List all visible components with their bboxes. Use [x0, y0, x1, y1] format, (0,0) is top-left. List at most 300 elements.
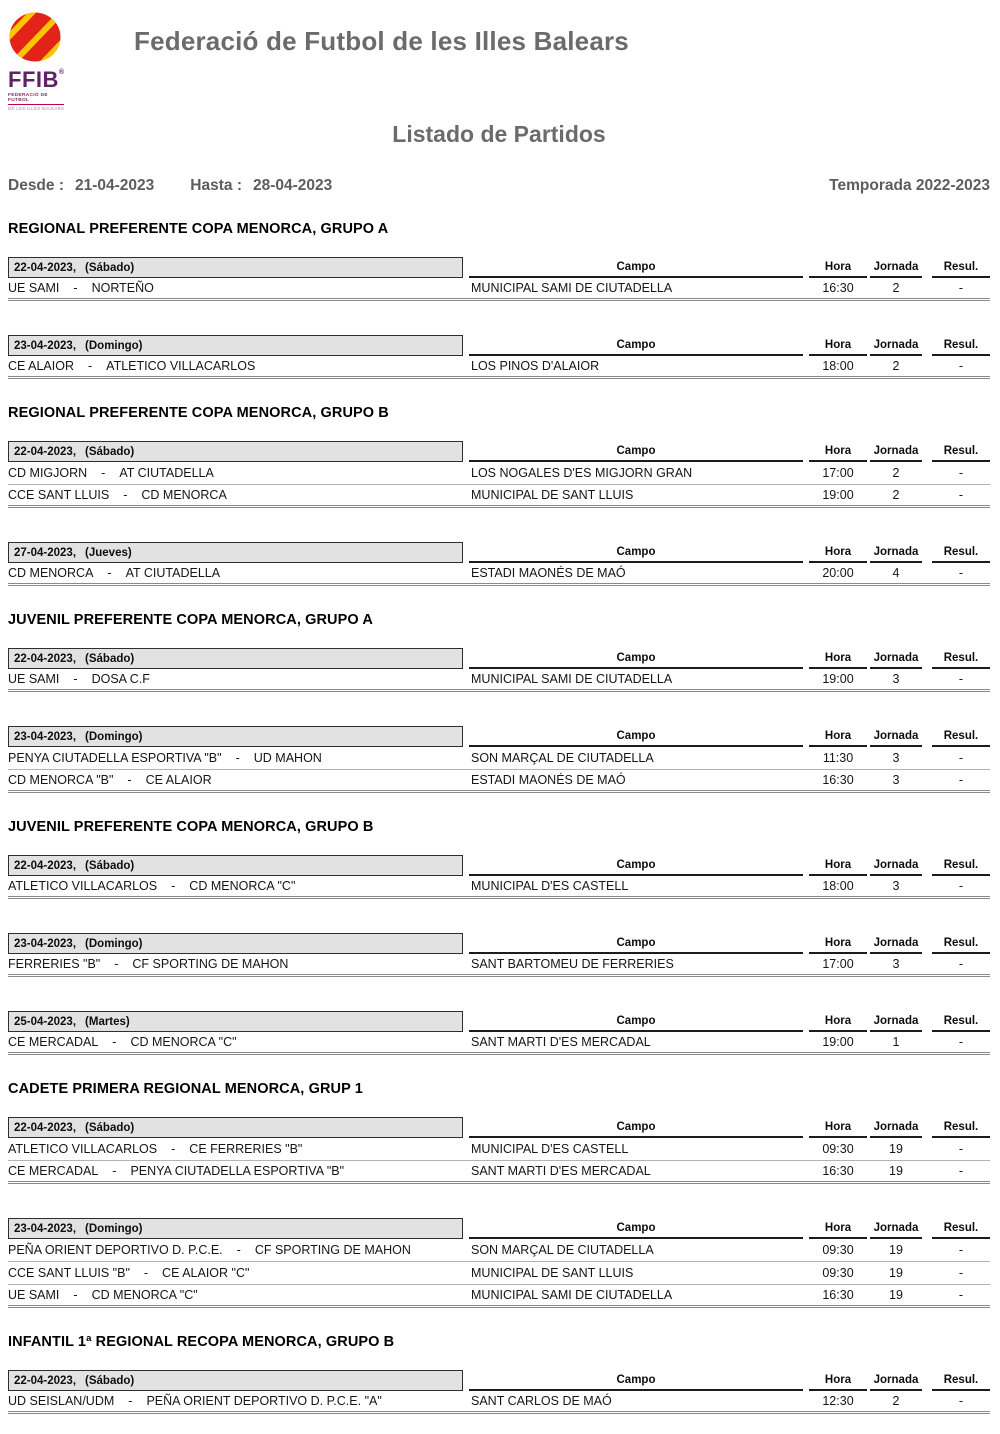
- away-team: CD MENORCA "C": [91, 1288, 198, 1302]
- resul-header: Resul.: [932, 933, 990, 954]
- away-team: CE FERRERIES "B": [189, 1142, 303, 1156]
- date-box: [8, 1370, 463, 1391]
- match-row: [8, 1032, 990, 1055]
- day-value: (Sábado): [85, 652, 135, 665]
- date-range: [8, 177, 332, 195]
- resul-value: -: [958, 488, 964, 502]
- date-value: 25-04-2023,: [14, 1015, 77, 1028]
- campo-value: LOS NOGALES D'ES MIGJORN GRAN: [471, 466, 693, 480]
- matchday-header-row: [8, 257, 990, 278]
- block-rows: [8, 356, 990, 379]
- match-row: [8, 747, 990, 770]
- home-team: ATLETICO VILLACARLOS: [8, 879, 158, 893]
- match-row: [8, 278, 990, 301]
- home-team: PEÑA ORIENT DEPORTIVO D. P.C.E.: [8, 1243, 223, 1257]
- hora-header: Hora: [809, 855, 867, 876]
- hora-header: Hora: [809, 1218, 867, 1239]
- campo-value: SANT MARTI D'ES MERCADAL: [471, 1164, 651, 1178]
- day-value: (Domingo): [85, 339, 143, 352]
- jornada-value: 3: [892, 879, 900, 893]
- resul-value: -: [958, 1164, 964, 1178]
- campo-value: SANT BARTOMEU DE FERRERIES: [471, 957, 674, 971]
- match-teams: [8, 1266, 463, 1280]
- block-rows: [8, 1032, 990, 1055]
- matchday-block: [8, 257, 990, 301]
- vs-dash: -: [73, 672, 78, 686]
- hora-value: 09:30: [822, 1142, 854, 1156]
- home-team: CD MENORCA: [8, 566, 94, 580]
- jornada-header: Jornada: [870, 1011, 922, 1032]
- competition-title: JUVENIL PREFERENTE COPA MENORCA, GRUPO B: [8, 819, 374, 835]
- match-teams: [8, 488, 463, 502]
- hora-header: Hora: [809, 441, 867, 462]
- home-team: CCE SANT LLUIS "B": [8, 1266, 130, 1280]
- registered-mark: ®: [58, 69, 65, 76]
- date-box: [8, 335, 463, 356]
- jornada-header: Jornada: [870, 257, 922, 278]
- campo-value: MUNICIPAL DE SANT LLUIS: [471, 1266, 634, 1280]
- home-team: CD MENORCA "B": [8, 773, 114, 787]
- day-value: (Domingo): [85, 937, 143, 950]
- campo-header: Campo: [469, 1117, 803, 1138]
- hora-value: 16:30: [822, 281, 854, 295]
- away-team: PEÑA ORIENT DEPORTIVO D. P.C.E. "A": [146, 1394, 382, 1408]
- jornada-value: 2: [892, 1394, 900, 1408]
- matchday-header-row: [8, 1218, 990, 1239]
- jornada-header: Jornada: [870, 1117, 922, 1138]
- match-row: [8, 356, 990, 379]
- away-team: DOSA C.F: [91, 672, 150, 686]
- match-teams: [8, 281, 463, 295]
- hora-value: 17:00: [822, 957, 854, 971]
- matchday-block: [8, 335, 990, 379]
- date-cell: [8, 648, 463, 669]
- hora-header: Hora: [809, 1370, 867, 1391]
- campo-value: MUNICIPAL SAMI DE CIUTADELLA: [471, 281, 673, 295]
- vs-dash: -: [88, 359, 93, 373]
- jornada-value: 3: [892, 773, 900, 787]
- ffib-subtitle-line1: FEDERACIÓ DE FUTBOL: [8, 93, 64, 105]
- match-teams: [8, 566, 463, 580]
- home-team: UE SAMI: [8, 1288, 60, 1302]
- date-cell: [8, 933, 463, 954]
- competition-title: CADETE PRIMERA REGIONAL MENORCA, GRUP 1: [8, 1081, 363, 1097]
- date-value: 22-04-2023,: [14, 859, 77, 872]
- matchday-block: [8, 441, 990, 508]
- hasta-value: 28-04-2023: [252, 177, 333, 194]
- day-value: (Domingo): [85, 1222, 143, 1235]
- match-teams: [8, 359, 463, 373]
- matchday-header-row: [8, 441, 990, 462]
- matchday-block: [8, 855, 990, 899]
- campo-header: Campo: [469, 726, 803, 747]
- matchday-header-row: [8, 335, 990, 356]
- competition-section: [8, 221, 990, 379]
- resul-header: Resul.: [932, 441, 990, 462]
- resul-value: -: [958, 566, 964, 580]
- hora-value: 17:00: [822, 466, 854, 480]
- resul-value: -: [958, 1288, 964, 1302]
- campo-header: Campo: [469, 933, 803, 954]
- date-box: [8, 855, 463, 876]
- match-teams: [8, 879, 463, 893]
- hora-value: 16:30: [822, 1288, 854, 1302]
- resul-header: Resul.: [932, 257, 990, 278]
- date-value: 27-04-2023,: [14, 546, 77, 559]
- resul-header: Resul.: [932, 1370, 990, 1391]
- matchday-block: [8, 1370, 990, 1414]
- match-teams: [8, 957, 463, 971]
- match-row: [8, 485, 990, 508]
- section-blocks: [8, 1370, 990, 1414]
- campo-value: SON MARÇAL DE CIUTADELLA: [471, 1243, 654, 1257]
- hora-value: 16:30: [822, 773, 854, 787]
- campo-value: MUNICIPAL DE SANT LLUIS: [471, 488, 634, 502]
- match-teams: [8, 1142, 463, 1156]
- resul-value: -: [958, 957, 964, 971]
- competition-section: [8, 612, 990, 793]
- jornada-value: 2: [892, 466, 900, 480]
- resul-header: Resul.: [932, 855, 990, 876]
- away-team: CE ALAIOR: [145, 773, 212, 787]
- match-teams: [8, 773, 463, 787]
- match-row: [8, 1262, 990, 1285]
- hora-value: 11:30: [822, 751, 854, 765]
- hora-value: 18:00: [822, 879, 854, 893]
- campo-header: Campo: [469, 257, 803, 278]
- vs-dash: -: [171, 879, 176, 893]
- date-box: [8, 933, 463, 954]
- date-box: [8, 542, 463, 563]
- day-value: (Sábado): [85, 445, 135, 458]
- hora-header: Hora: [809, 1011, 867, 1032]
- matchday-block: [8, 1218, 990, 1308]
- date-cell: [8, 1117, 463, 1138]
- matchday-header-row: [8, 1117, 990, 1138]
- match-teams: [8, 1288, 463, 1302]
- campo-value: SANT CARLOS DE MAÓ: [471, 1394, 612, 1408]
- matchday-header-row: [8, 1370, 990, 1391]
- resul-header: Resul.: [932, 542, 990, 563]
- competition-title: INFANTIL 1ª REGIONAL RECOPA MENORCA, GRUPO B: [8, 1334, 395, 1350]
- vs-dash: -: [171, 1142, 176, 1156]
- hora-value: 12:30: [822, 1394, 854, 1408]
- home-team: ATLETICO VILLACARLOS: [8, 1142, 158, 1156]
- resul-value: -: [958, 751, 964, 765]
- matchday-header-row: [8, 726, 990, 747]
- hora-header: Hora: [809, 257, 867, 278]
- jornada-header: Jornada: [870, 726, 922, 747]
- home-team: UE SAMI: [8, 672, 60, 686]
- matchday-header-row: [8, 933, 990, 954]
- match-row: [8, 954, 990, 977]
- resul-value: -: [958, 281, 964, 295]
- block-rows: [8, 1239, 990, 1308]
- competition-section: [8, 405, 990, 586]
- resul-value: -: [958, 1394, 964, 1408]
- competition-section: [8, 1334, 990, 1414]
- org-title: Federació de Futbol de les Illes Balears: [134, 26, 629, 56]
- matchday-header-row: [8, 855, 990, 876]
- match-row: [8, 1161, 990, 1184]
- match-teams: [8, 751, 463, 765]
- date-value: 22-04-2023,: [14, 1374, 77, 1387]
- competition-title: REGIONAL PREFERENTE COPA MENORCA, GRUPO A: [8, 221, 389, 237]
- date-cell: [8, 335, 463, 356]
- day-value: (Domingo): [85, 730, 143, 743]
- jornada-value: 19: [889, 1142, 903, 1156]
- home-team: UE SAMI: [8, 281, 60, 295]
- competition-section: [8, 1081, 990, 1308]
- campo-header: Campo: [469, 648, 803, 669]
- match-teams: [8, 466, 463, 480]
- section-blocks: [8, 648, 990, 793]
- resul-value: -: [958, 672, 964, 686]
- home-team: UD SEISLAN/UDM: [8, 1394, 115, 1408]
- block-rows: [8, 954, 990, 977]
- block-rows: [8, 669, 990, 692]
- filter-row: [8, 177, 990, 195]
- hora-value: 16:30: [822, 1164, 854, 1178]
- away-team: CF SPORTING DE MAHON: [254, 1243, 411, 1257]
- resul-header: Resul.: [932, 648, 990, 669]
- date-box: [8, 1218, 463, 1239]
- ffib-logo: [8, 10, 100, 111]
- match-teams: [8, 672, 463, 686]
- desde-label: Desde :: [8, 177, 64, 194]
- jornada-header: Jornada: [870, 855, 922, 876]
- away-team: NORTEÑO: [91, 281, 154, 295]
- date-box: [8, 441, 463, 462]
- jornada-header: Jornada: [870, 441, 922, 462]
- block-rows: [8, 563, 990, 586]
- match-row: [8, 669, 990, 692]
- campo-header: Campo: [469, 542, 803, 563]
- day-value: (Sábado): [85, 1121, 135, 1134]
- hora-value: 18:00: [822, 359, 854, 373]
- date-box: [8, 648, 463, 669]
- hasta-label: Hasta :: [190, 177, 242, 194]
- jornada-value: 19: [889, 1288, 903, 1302]
- resul-value: -: [958, 773, 964, 787]
- match-teams: [8, 1394, 463, 1408]
- hora-value: 09:30: [822, 1266, 854, 1280]
- match-row: [8, 1391, 990, 1414]
- matchday-block: [8, 1011, 990, 1055]
- resul-header: Resul.: [932, 335, 990, 356]
- away-team: PENYA CIUTADELLA ESPORTIVA "B": [130, 1164, 345, 1178]
- date-value: 23-04-2023,: [14, 339, 77, 352]
- away-team: ATLETICO VILLACARLOS: [106, 359, 256, 373]
- ffib-ball-icon: [8, 12, 62, 62]
- block-rows: [8, 462, 990, 508]
- vs-dash: -: [112, 1164, 117, 1178]
- sections: [8, 221, 990, 1414]
- date-cell: [8, 1218, 463, 1239]
- away-team: UD MAHON: [253, 751, 322, 765]
- campo-value: ESTADI MAONÉS DE MAÓ: [471, 773, 626, 787]
- match-teams: [8, 1035, 463, 1049]
- resul-value: -: [958, 1142, 964, 1156]
- matchday-block: [8, 648, 990, 692]
- vs-dash: -: [236, 1243, 241, 1257]
- date-box: [8, 726, 463, 747]
- matchday-header-row: [8, 1011, 990, 1032]
- jornada-value: 3: [892, 751, 900, 765]
- resul-value: -: [958, 879, 964, 893]
- block-rows: [8, 1138, 990, 1184]
- away-team: CE ALAIOR "C": [162, 1266, 250, 1280]
- competition-section: [8, 819, 990, 1055]
- brand-row: [8, 10, 990, 111]
- home-team: CE MERCADAL: [8, 1035, 99, 1049]
- campo-value: SANT MARTI D'ES MERCADAL: [471, 1035, 651, 1049]
- ffib-acronym: FFIB®: [8, 67, 65, 92]
- match-teams: [8, 1164, 463, 1178]
- date-value: 22-04-2023,: [14, 652, 77, 665]
- competition-title: JUVENIL PREFERENTE COPA MENORCA, GRUPO A: [8, 612, 373, 628]
- vs-dash: -: [73, 281, 78, 295]
- vs-dash: -: [127, 773, 132, 787]
- day-value: (Martes): [85, 1015, 130, 1028]
- resul-header: Resul.: [932, 1117, 990, 1138]
- home-team: CD MIGJORN: [8, 466, 88, 480]
- match-row: [8, 1239, 990, 1262]
- page-title: Listado de Partidos: [392, 121, 606, 147]
- resul-header: Resul.: [932, 1011, 990, 1032]
- match-row: [8, 876, 990, 899]
- match-row: [8, 1285, 990, 1308]
- vs-dash: -: [112, 1035, 117, 1049]
- hora-header: Hora: [809, 542, 867, 563]
- campo-value: LOS PINOS D'ALAIOR: [471, 359, 600, 373]
- section-blocks: [8, 257, 990, 379]
- campo-value: MUNICIPAL D'ES CASTELL: [471, 879, 629, 893]
- jornada-header: Jornada: [870, 1218, 922, 1239]
- matchday-block: [8, 726, 990, 793]
- ffib-subtitle-line2: DE LES ILLES BALEARS: [8, 106, 65, 111]
- day-value: (Sábado): [85, 859, 135, 872]
- report-header: [8, 10, 990, 195]
- campo-header: Campo: [469, 441, 803, 462]
- vs-dash: -: [143, 1266, 149, 1280]
- campo-header: Campo: [469, 855, 803, 876]
- jornada-value: 3: [892, 672, 900, 686]
- hora-value: 19:00: [822, 672, 854, 686]
- resul-value: -: [958, 466, 964, 480]
- campo-value: MUNICIPAL D'ES CASTELL: [471, 1142, 629, 1156]
- vs-dash: -: [101, 466, 106, 480]
- date-cell: [8, 257, 463, 278]
- hora-value: 09:30: [822, 1243, 854, 1257]
- date-value: 23-04-2023,: [14, 937, 77, 950]
- block-rows: [8, 876, 990, 899]
- campo-header: Campo: [469, 1218, 803, 1239]
- jornada-header: Jornada: [870, 335, 922, 356]
- vs-dash: -: [128, 1394, 133, 1408]
- block-rows: [8, 747, 990, 793]
- section-blocks: [8, 441, 990, 586]
- match-row: [8, 462, 990, 485]
- competition-title: REGIONAL PREFERENTE COPA MENORCA, GRUPO B: [8, 405, 389, 421]
- date-box: [8, 1011, 463, 1032]
- hora-value: 19:00: [822, 488, 854, 502]
- date-value: 22-04-2023,: [14, 1121, 77, 1134]
- campo-value: ESTADI MAONÉS DE MAÓ: [471, 566, 626, 580]
- jornada-value: 3: [892, 957, 900, 971]
- away-team: CF SPORTING DE MAHON: [132, 957, 289, 971]
- home-team: CE ALAIOR: [8, 359, 74, 373]
- vs-dash: -: [73, 1288, 78, 1302]
- jornada-header: Jornada: [870, 933, 922, 954]
- matchday-block: [8, 933, 990, 977]
- campo-value: MUNICIPAL SAMI DE CIUTADELLA: [471, 1288, 673, 1302]
- away-team: CD MENORCA "C": [189, 879, 296, 893]
- hora-header: Hora: [809, 648, 867, 669]
- away-team: CD MENORCA: [141, 488, 227, 502]
- date-value: 22-04-2023,: [14, 445, 77, 458]
- desde-value: 21-04-2023: [75, 177, 155, 194]
- jornada-header: Jornada: [870, 648, 922, 669]
- hora-header: Hora: [809, 933, 867, 954]
- jornada-value: 19: [889, 1243, 903, 1257]
- block-rows: [8, 278, 990, 301]
- away-team: CD MENORCA "C": [130, 1035, 237, 1049]
- home-team: FERRERIES "B": [8, 957, 101, 971]
- resul-header: Resul.: [932, 726, 990, 747]
- day-value: (Sábado): [85, 1374, 135, 1387]
- matchday-block: [8, 542, 990, 586]
- campo-header: Campo: [469, 1011, 803, 1032]
- campo-header: Campo: [469, 335, 803, 356]
- jornada-value: 2: [892, 488, 900, 502]
- section-blocks: [8, 1117, 990, 1308]
- vs-dash: -: [114, 957, 119, 971]
- match-row: [8, 563, 990, 586]
- jornada-header: Jornada: [870, 1370, 922, 1391]
- away-team: AT CIUTADELLA: [119, 466, 214, 480]
- vs-dash: -: [123, 488, 128, 502]
- jornada-value: 1: [892, 1035, 900, 1049]
- date-cell: [8, 1370, 463, 1391]
- hora-header: Hora: [809, 335, 867, 356]
- jornada-value: 4: [892, 566, 900, 580]
- resul-value: -: [958, 359, 964, 373]
- date-value: 23-04-2023,: [14, 1222, 77, 1235]
- resul-value: -: [958, 1035, 964, 1049]
- date-cell: [8, 542, 463, 563]
- match-row: [8, 1138, 990, 1161]
- matchday-block: [8, 1117, 990, 1184]
- date-box: [8, 257, 463, 278]
- home-team: CCE SANT LLUIS: [8, 488, 110, 502]
- jornada-value: 2: [892, 359, 900, 373]
- jornada-value: 19: [889, 1164, 903, 1178]
- match-teams: [8, 1243, 463, 1257]
- date-cell: [8, 855, 463, 876]
- jornada-value: 2: [892, 281, 900, 295]
- date-cell: [8, 1011, 463, 1032]
- vs-dash: -: [235, 751, 240, 765]
- campo-value: SON MARÇAL DE CIUTADELLA: [471, 751, 654, 765]
- jornada-header: Jornada: [870, 542, 922, 563]
- match-row: [8, 770, 990, 793]
- home-team: CE MERCADAL: [8, 1164, 99, 1178]
- date-box: [8, 1117, 463, 1138]
- date-value: 22-04-2023,: [14, 261, 77, 274]
- section-blocks: [8, 855, 990, 1055]
- day-value: (Jueves): [85, 546, 132, 559]
